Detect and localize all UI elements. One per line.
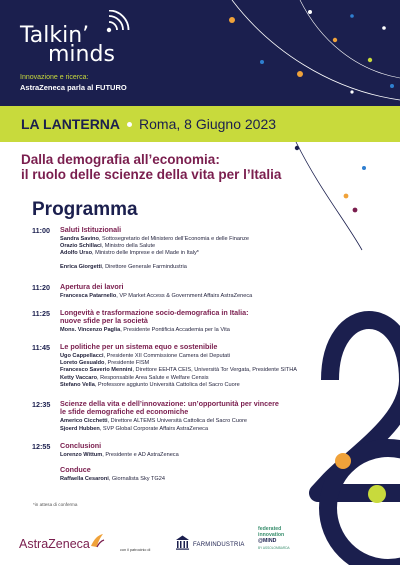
- agenda-heading: Apertura dei lavori: [60, 282, 124, 291]
- venue-date: [21, 116, 276, 132]
- federated-innovation-sub: BY ASSOLOMBARDA: [258, 546, 290, 550]
- speaker: Sandra Savino, Sottosegretario del Ministero dell’Economia e delle Finanze: [60, 235, 250, 242]
- agenda-heading: Le politiche per un sistema equo e sostenibile: [60, 342, 218, 351]
- logo-line-1: Talkin’: [20, 23, 90, 48]
- venue-name: LA LANTERNA: [21, 116, 121, 132]
- speaker: Francesca Patarnello, VP Market Access & Government Affairs AstraZeneca: [60, 292, 253, 299]
- federated-innovation-logo: federated innovation @MIND: [258, 526, 285, 544]
- speaker: Enrica Giorgetti, Direttore Generale Farmindustria: [60, 263, 187, 270]
- place-date: Roma, 8 Giugno 2023: [139, 116, 277, 132]
- speaker: Ugo Cappellacci, Presidente XII Commissione Camera dei Deputati: [60, 352, 231, 359]
- farmindustria-logo: FARMINDUSTRIA: [193, 542, 245, 548]
- agenda-time: 12:55: [32, 442, 51, 451]
- logo-line-2: minds: [48, 42, 115, 67]
- title-line-1: Dalla demografia all’economia:: [21, 152, 220, 167]
- agenda-time: 11:00: [32, 226, 50, 235]
- signal-waves-icon: [103, 10, 131, 34]
- agenda-heading: Conduce: [60, 465, 91, 474]
- programma-heading: Programma: [32, 199, 138, 220]
- speaker: Sjoerd Hubben, SVP Global Corporate Affairs AstraZeneca: [60, 425, 209, 432]
- header-tagline: AstraZeneca parla al FUTURO: [20, 83, 127, 92]
- speaker: Francesco Saverio Mennini, Direttore EEHTA CEIS, Università Tor Vergata, Presidente SITHA: [60, 367, 297, 374]
- farmindustria-emblem-icon: [174, 534, 191, 550]
- astrazeneca-mark-icon: [88, 531, 106, 549]
- speaker: Orazio Schillaci, Ministro della Salute: [60, 243, 156, 250]
- header-banner: [0, 0, 400, 106]
- agenda-time: 12:35: [32, 400, 51, 409]
- agenda-time: 11:45: [32, 343, 50, 352]
- speaker: Raffaella Cesaroni, Giornalista Sky TG24: [60, 475, 165, 482]
- agenda-heading: Saluti Istituzionali: [60, 225, 122, 234]
- speaker: Adolfo Urso, Ministro delle Imprese e del Made in Italy*: [60, 250, 199, 257]
- header-subtitle: Innovazione e ricerca:: [20, 74, 89, 81]
- speaker: Ketty Vaccaro, Responsabile Area Salute e Welfare Censis: [60, 374, 209, 381]
- agenda-time: 11:25: [32, 309, 50, 318]
- speaker: Americo Cicchetti, Direttore ALTEMS Università Cattolica del Sacro Cuore: [60, 418, 248, 425]
- title-line-2: il ruolo delle scienze della vita per l’Italia: [21, 167, 282, 182]
- agenda-heading: Conclusioni: [60, 441, 102, 450]
- speaker: Mons. Vincenzo Paglia, Presidente Pontificia Accademia per la Vita: [60, 327, 230, 334]
- astrazeneca-logo: AstraZeneca: [19, 537, 90, 551]
- separator-dot: [127, 122, 132, 127]
- agenda-time: 11:20: [32, 283, 50, 292]
- speaker: Loreto Gesualdo, Presidente FISM: [60, 360, 150, 367]
- talkin-minds-logo: [20, 23, 115, 67]
- speaker: Stefano Vella, Professore aggiunto Università Cattolica del Sacro Cuore: [60, 381, 240, 388]
- agenda-heading: Scienze della vita e dell’innovazione: un’opportunità per vincere le sfide demografiche ed economiche: [60, 399, 279, 417]
- patronage-label: con il patrocinio di: [120, 548, 151, 552]
- speaker: Lorenzo Wittum, Presidente e AD AstraZeneca: [60, 451, 179, 458]
- event-title: [21, 152, 321, 182]
- footnote: *in attesa di conferma: [33, 502, 78, 507]
- agenda-heading: Longevità e trasformazione socio-demografica in Italia: nuove sfide per la società: [60, 308, 249, 326]
